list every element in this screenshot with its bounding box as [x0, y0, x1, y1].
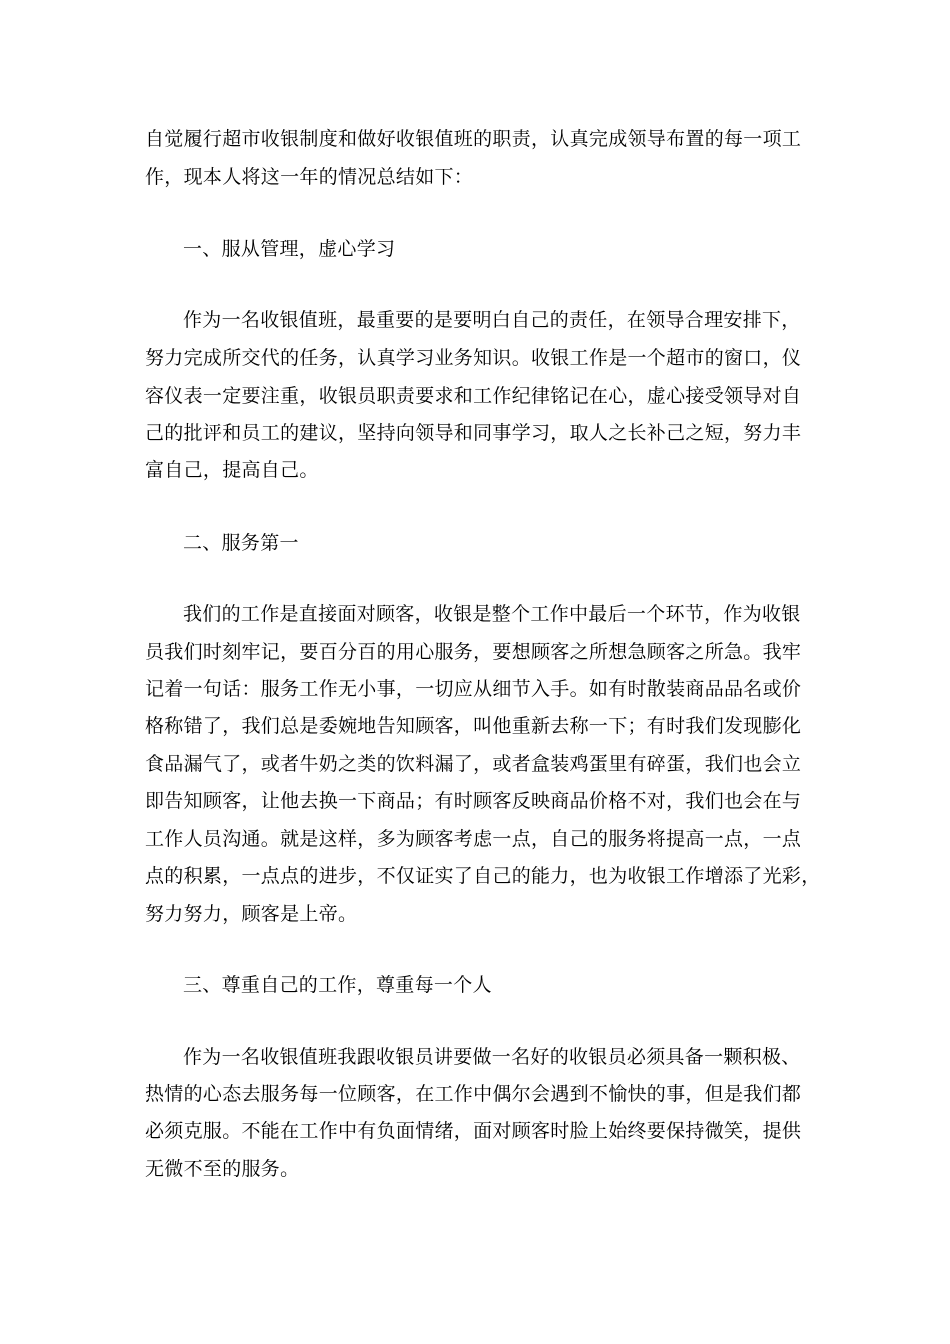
paragraph-line: 己的批评和员工的建议，坚持向领导和同事学习，取人之长补己之短，努力丰	[145, 422, 802, 444]
section-heading: 三、尊重自己的工作，尊重每一个人	[183, 974, 492, 996]
paragraph-line: 必须克服。不能在工作中有负面情绪，面对顾客时脸上始终要保持微笑，提供	[145, 1120, 802, 1142]
paragraph-line: 我们的工作是直接面对顾客，收银是整个工作中最后一个环节，作为收银	[183, 603, 801, 625]
paragraph-line: 无微不至的服务。	[145, 1158, 300, 1180]
intro-line: 作，现本人将这一年的情况总结如下：	[145, 166, 474, 188]
paragraph-line: 容仪表一定要注重，收银员职责要求和工作纪律铭记在心，虚心接受领导对自	[145, 385, 802, 407]
paragraph-line: 努力完成所交代的任务，认真学习业务知识。收银工作是一个超市的窗口，仪	[145, 347, 802, 369]
paragraph-line: 热情的心态去服务每一位顾客，在工作中偶尔会遇到不愉快的事，但是我们都	[145, 1083, 802, 1105]
paragraph-line: 即告知顾客，让他去换一下商品；有时顾客反映商品价格不对，我们也会在与	[145, 790, 802, 812]
section-heading: 二、服务第一	[183, 532, 299, 554]
paragraph-line: 格称错了，我们总是委婉地告知顾客，叫他重新去称一下；有时我们发现膨化	[145, 715, 802, 737]
paragraph-line: 作为一名收银值班，最重要的是要明白自己的责任，在领导合理安排下，	[183, 309, 801, 331]
paragraph-line: 作为一名收银值班我跟收银员讲要做一名好的收银员必须具备一颗积极、	[183, 1046, 801, 1068]
paragraph-line: 食品漏气了，或者牛奶之类的饮料漏了，或者盒装鸡蛋里有碎蛋，我们也会立	[145, 753, 802, 775]
paragraph-line: 记着一句话：服务工作无小事，一切应从细节入手。如有时散装商品品名或价	[145, 678, 802, 700]
intro-line: 自觉履行超市收银制度和做好收银值班的职责，认真完成领导布置的每一项工	[145, 128, 802, 150]
section-heading: 一、服从管理，虚心学习	[183, 238, 396, 260]
paragraph-line: 努力努力，顾客是上帝。	[145, 903, 358, 925]
paragraph-line: 员我们时刻牢记，要百分百的用心服务，要想顾客之所想急顾客之所急。我牢	[145, 641, 802, 663]
paragraph-line: 工作人员沟通。就是这样，多为顾客考虑一点，自己的服务将提高一点，一点	[145, 828, 802, 850]
paragraph-line: 点的积累，一点点的进步，不仅证实了自己的能力，也为收银工作增添了光彩，	[145, 865, 821, 887]
paragraph-line: 富自己，提高自己。	[145, 459, 319, 481]
